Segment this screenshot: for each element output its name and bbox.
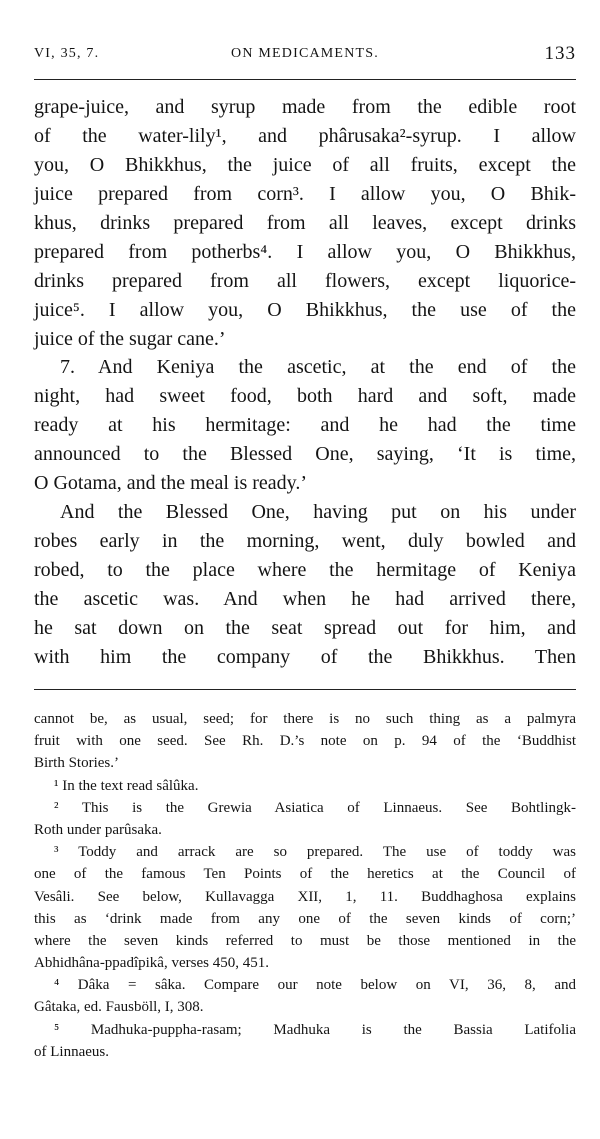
text-line: juice of the sugar cane.’ [34, 327, 226, 350]
text-line: night, had sweet food, both hard and soft, made [34, 385, 576, 408]
text-line: juice prepared from corn³. I allow you, O Bhik- [34, 182, 576, 205]
footnote-line: ⁴ Dâka = sâka. Compare our note below on VI, 36, 8, and [54, 977, 576, 994]
footnote-line: where the seven kinds referred to must be those mentioned in the [34, 932, 576, 949]
text-line: ready at his hermitage: and he had the time [34, 414, 576, 437]
footnote-line: ¹ In the text read sâlûka. [54, 777, 199, 794]
text-line: robed, to the place where the hermitage of Keniya [34, 559, 576, 581]
text-line: juice⁵. I allow you, O Bhikkhus, the use of the [34, 298, 576, 321]
running-title: ON MEDICAMENTS. [231, 46, 379, 61]
text-line: prepared from potherbs⁴. I allow you, O Bhikkhus, [34, 240, 576, 263]
footnote-line: of Linnaeus. [34, 1043, 109, 1060]
header-rule [34, 79, 576, 80]
footnote-line: ² This is the Grewia Asiatica of Linnaeus. See Bohtlingk- [54, 799, 576, 816]
footnote-rule [34, 689, 576, 690]
footnote-line: ³ Toddy and arrack are so prepared. The use of toddy was [54, 844, 576, 861]
running-header [34, 43, 576, 68]
page-number: 133 [544, 43, 576, 64]
text-line: with him the company of the Bhikkhus. Then [34, 645, 576, 668]
footnote-line: Vesâli. See below, Kullavagga XII, 1, 11. Buddhaghosa explains [34, 888, 576, 905]
footnote-line: Abhidhâna-ppadîpikâ, verses 450, 451. [34, 955, 269, 972]
footnote-line: this as ‘drink made from any one of the seven kinds of corn;’ [34, 910, 576, 927]
footnote-line: Gâtaka, ed. Fausböll, I, 308. [34, 999, 204, 1016]
section-reference: VI, 35, 7. [34, 46, 100, 61]
text-line: khus, drinks prepared from all leaves, except drinks [34, 211, 576, 234]
text-line: grape-juice, and syrup made from the edible root [34, 96, 576, 118]
text-line: And the Blessed One, having put on his under [60, 501, 576, 524]
main-text [34, 93, 576, 672]
footnote-line: one of the famous Ten Points of the heretics at the Council of [34, 866, 576, 883]
footnote-line: Roth under parûsaka. [34, 821, 162, 838]
text-line: O Gotama, and the meal is ready.’ [34, 472, 308, 495]
text-line: robes early in the morning, went, duly bowled and [34, 530, 576, 553]
text-line: he sat down on the seat spread out for him, and [34, 616, 576, 639]
footnote-line: fruit with one seed. See Rh. D.’s note on p. 94 of the ‘Buddhist [34, 733, 576, 750]
footnote-line: ⁵ Madhuka-puppha-rasam; Madhuka is the Bassia Latifolia [54, 1021, 576, 1038]
footnote-line: cannot be, as usual, seed; for there is no such thing as a palmyra [34, 711, 576, 727]
text-line: 7. And Keniya the ascetic, at the end of the [60, 356, 576, 379]
footnote-line: Birth Stories.’ [34, 755, 119, 772]
text-line: you, O Bhikkhus, the juice of all fruits, except the [34, 153, 576, 176]
text-line: the ascetic was. And when he had arrived there, [34, 587, 576, 610]
text-line: announced to the Blessed One, saying, ‘It is time, [34, 443, 576, 466]
text-line: of the water-lily¹, and phârusaka²-syrup. I allow [34, 124, 576, 147]
text-line: drinks prepared from all flowers, except liquorice- [34, 269, 576, 292]
footnotes [34, 708, 576, 1063]
